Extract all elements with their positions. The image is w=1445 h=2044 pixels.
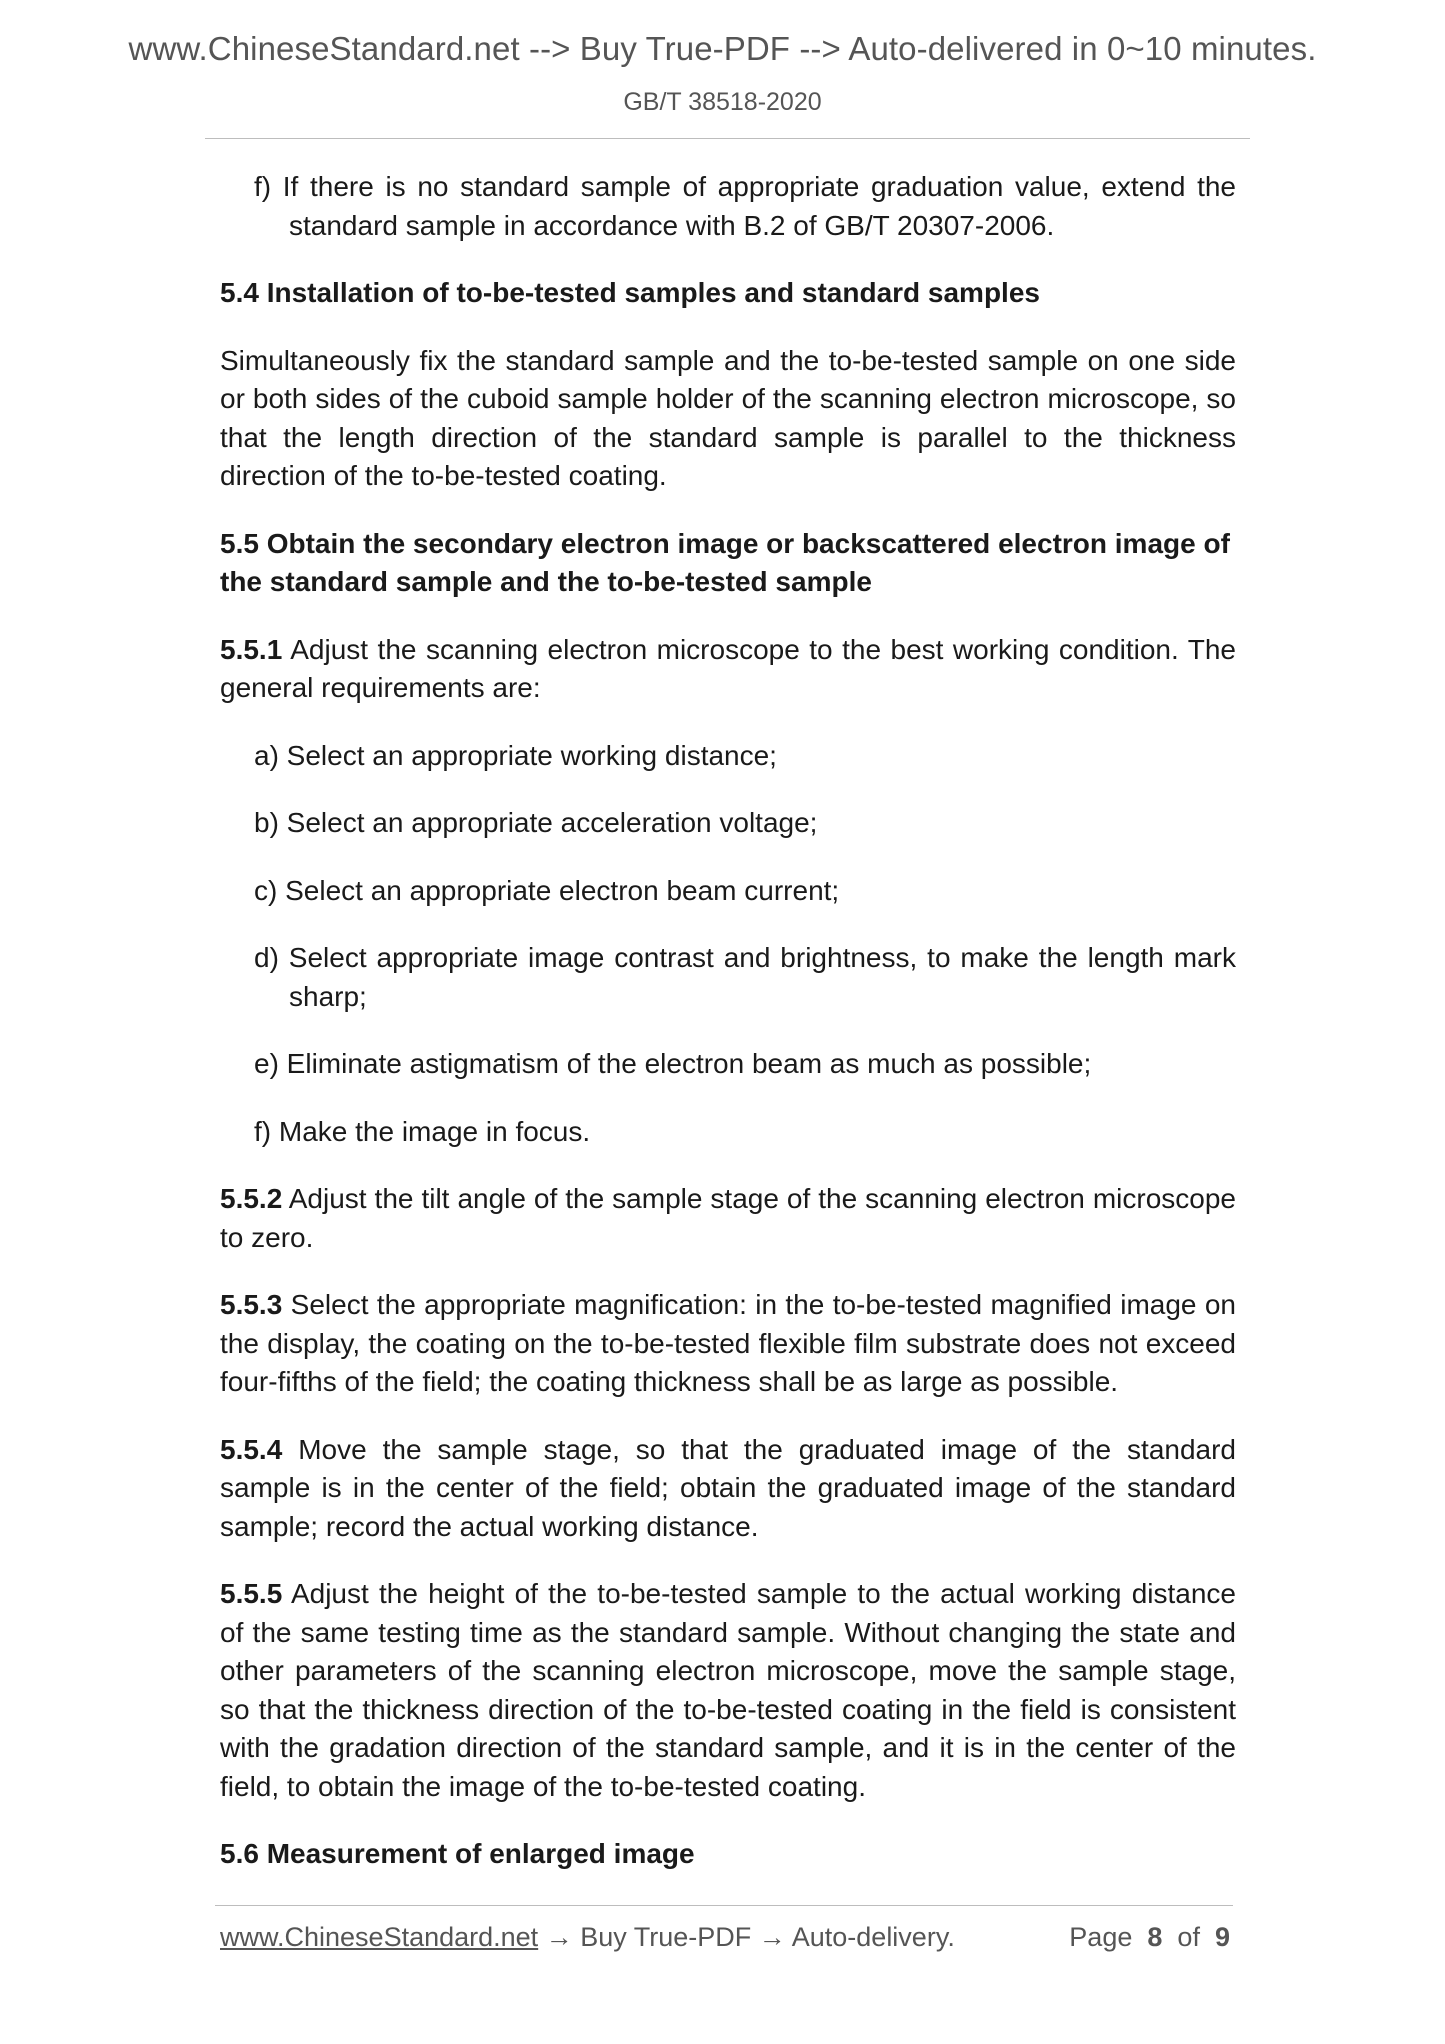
page-total: 9 [1214, 1922, 1230, 1952]
page-current: 8 [1147, 1922, 1163, 1952]
list-item-f: f) Make the image in focus. [254, 1115, 591, 1147]
list-item-e: e) Eliminate astigmatism of the electron beam as much as possible; [254, 1048, 1092, 1079]
clause-number: 5.5.3 [220, 1289, 283, 1320]
page-label: Page [1069, 1922, 1133, 1952]
footer-divider [215, 1905, 1233, 1906]
list-item-c: c) Select an appropriate electron beam current; [254, 874, 840, 906]
footer-promo [220, 1922, 955, 1953]
page-number [1069, 1922, 1230, 1953]
clause-5-5-4 [220, 1431, 1236, 1547]
clause-5-5-5 [220, 1575, 1236, 1806]
top-banner[interactable]: www.ChineseStandard.net --> Buy True-PDF --> Auto-delivered in 0~10 minutes. [128, 30, 1317, 67]
clause-number: 5.5.5 [220, 1578, 283, 1609]
footer-promo-text: → Buy True-PDF → Auto-delivery. [538, 1922, 955, 1952]
list-item-f-previous: f) If there is no standard sample of appropriate graduation value, extend the standard sample in accordance with B.2 of GB/T 20307-2006. [254, 171, 1236, 241]
document-body [220, 168, 1236, 1874]
page-of-label: of [1177, 1922, 1200, 1952]
clause-text: Adjust the scanning electron microscope to the best working condition. The general requirements are: [220, 633, 1236, 703]
clause-5-5-2 [220, 1180, 1236, 1257]
clause-number: 5.5.1 [220, 633, 283, 665]
clause-5-5-1 [220, 631, 1236, 708]
list-item-a: a) Select an appropriate working distance; [254, 739, 777, 771]
document-id: GB/T 38518-2020 [623, 88, 822, 116]
heading-5-6: 5.6 Measurement of enlarged image [220, 1838, 695, 1869]
clause-number: 5.5.2 [220, 1183, 283, 1214]
clause-text: Adjust the tilt angle of the sample stage of the scanning electron microscope to zero. [220, 1183, 1236, 1253]
heading-5-4: 5.4 Installation of to-be-tested samples and standard samples [220, 277, 1040, 308]
clause-text: Select the appropriate magnification: in the to-be-tested magnified image on the display, the coating on the to-be-tested flexible film substrate does not exceed four-fifths of the field; the coating thickness shall be as large as possible. [220, 1289, 1237, 1397]
clause-text: Adjust the height of the to-be-tested sample to the actual working distance of the same testing time as the standard sample. Without changing the state and other parameters of the scanning electron microscope, move the sample stage, so that the thickness direction of the to-be-tested coating in the field is consistent with the gradation direction of the standard sample, and it is in the center of the field, to obtain the image of the to-be-tested coating. [220, 1578, 1237, 1802]
heading-5-5: 5.5 Obtain the secondary electron image or backscattered electron image of the standard sample and the to-be-tested sample [220, 527, 1230, 597]
header-divider [205, 138, 1250, 139]
list-item-d: d) Select appropriate image contrast and brightness, to make the length mark sharp; [254, 942, 1236, 1012]
footer-site-link[interactable]: www.ChineseStandard.net [220, 1922, 539, 1952]
paragraph-5-4: Simultaneously fix the standard sample and the to-be-tested sample on one side or both sides of the cuboid sample holder of the scanning electron microscope, so that the length direction of the standard sample is parallel to the thickness direction of the to-be-tested coating. [220, 344, 1236, 491]
clause-number: 5.5.4 [220, 1433, 283, 1465]
clause-text: Move the sample stage, so that the graduated image of the standard sample is in the center of the field; obtain the graduated image of the standard sample; record the actual working distance. [220, 1433, 1237, 1542]
clause-5-5-3 [220, 1286, 1236, 1402]
list-item-b: b) Select an appropriate acceleration voltage; [254, 807, 818, 838]
